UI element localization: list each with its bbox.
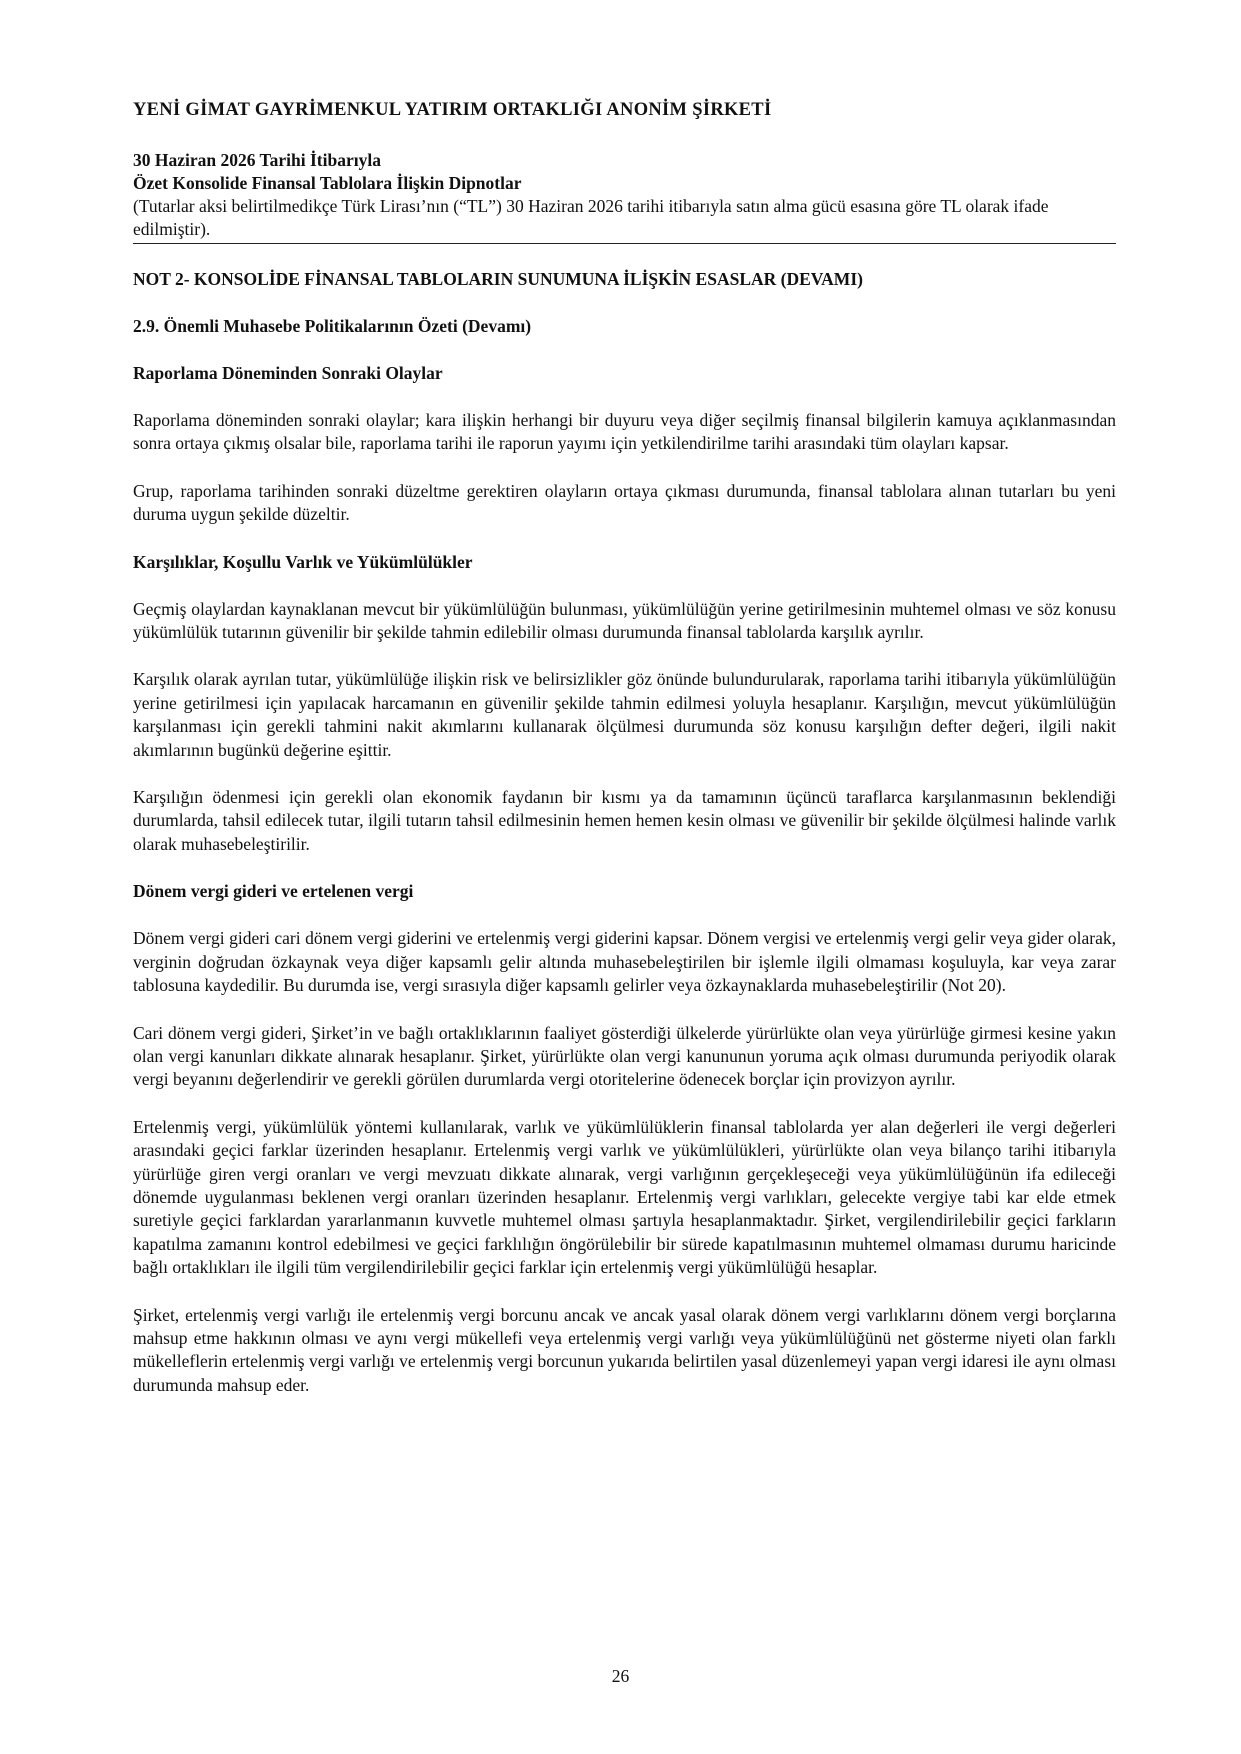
section-title: Dönem vergi gideri ve ertelenen vergi bbox=[133, 881, 414, 902]
section-tax bbox=[133, 880, 1116, 1397]
page-number: 26 bbox=[611, 1666, 630, 1686]
section-subsequent-events bbox=[133, 362, 1116, 527]
currency-note: (Tutarlar aksi belirtilmedikçe Türk Lirası’nın (“TL”) 30 Haziran 2026 tarihi itibarıyla satın alma gücü esasına göre TL olarak ifade edilmiştir). bbox=[133, 196, 1049, 239]
paragraph: Ertelenmiş vergi, yükümlülük yöntemi kullanılarak, varlık ve yükümlülüklerin finansal tablolarda yer alan değerleri ile vergi değerleri arasındaki geçici farklar üzerinden hesaplanır. Ertelenmiş vergi varlık ve yükümlülükleri, yürürlükte olan veya bilanço tarihi itibarıyla yürürlüğe giren vergi oranları ve vergi mevzuatı dikkate alınarak, vergi varlığının gerçekleşeceği veya yükümlülüğünün ifa edileceği dönemde uygulanması beklenen vergi oranları üzerinden hesaplanır. Ertelenmiş vergi varlıkları, gelecekte vergiye tabi kar elde etmek suretiyle geçici farklardan yararlanmanın kuvvetle muhtemel olması şartıyla hesaplanmaktadır. Şirket, vergilendirilebilir geçici farkların kapatılma zamanını kontrol edebilmesi ve geçici farklılığın öngörülebilir bir sürede kapatılmasının muhtemel olmaması durumu haricinde bağlı ortaklıkları ile ilgili tüm vergilendirilebilir geçici farklar için ertelenmiş vergi yükümlülüğü hesaplar. bbox=[133, 1116, 1116, 1278]
paragraph: Karşılığın ödenmesi için gerekli olan ekonomik faydanın bir kısmı ya da tamamının üçüncü taraflarca karşılanmasının beklendiği durumlarda, tahsil edilecek tutar, ilgili tutarın tahsil edilmesinin hemen hemen kesin olması ve güvenilir bir şekilde ölçülmesi halinde varlık olarak muhasebeleştirilir. bbox=[133, 787, 1116, 854]
section-title: Karşılıklar, Koşullu Varlık ve Yükümlülükler bbox=[133, 551, 473, 572]
section-provisions bbox=[133, 551, 1116, 857]
paragraph: Geçmiş olaylardan kaynaklanan mevcut bir yükümlülüğün bulunması, yükümlülüğün yerine getirilmesinin muhtemel olması ve söz konusu yükümlülük tutarının güvenilir bir şekilde tahmin edilebilir olması durumunda finansal tablolarda karşılık ayrılır. bbox=[133, 598, 1116, 643]
section-title: Raporlama Döneminden Sonraki Olaylar bbox=[133, 363, 443, 383]
document-header bbox=[133, 149, 1116, 244]
date-line: 30 Haziran 2026 Tarihi İtibarıyla bbox=[133, 150, 381, 170]
paragraph: Şirket, ertelenmiş vergi varlığı ile ertelenmiş vergi borcunu ancak ve ancak yasal olarak dönem vergi varlıklarını dönem vergi borçlarına mahsup etme hakkının olması ve aynı vergi mükellefi veya ertelenmiş vergi varlığı veya yükümlülüğünü net gösterme niyeti olan farklı mükelleflerin ertelenmiş vergi varlığı ve ertelenmiş vergi borcunun yukarıda belirtilen yasal düzenlemeyi yapan vergi idaresi ile aynı olması durumunda mahsup eder. bbox=[133, 1304, 1116, 1395]
paragraph: Dönem vergi gideri cari dönem vergi giderini ve ertelenmiş vergi giderini kapsar. Dönem vergisi ve ertelenmiş vergi gelir veya gider olarak, verginin doğrudan özkaynak veya diğer kapsamlı gelir altında muhasebeleştirilen bir işlemle ilgili olmaması koşuluyla, kar veya zarar tablosuna kaydedilir. Bu durumda ise, vergi sırasıyla diğer kapsamlı gelirler veya özkaynaklarda muhasebeleştirilir (Not 20). bbox=[133, 928, 1116, 996]
paragraph: Grup, raporlama tarihinden sonraki düzeltme gerektiren olayların ortaya çıkması durumunda, finansal tablolara alınan tutarları bu yeni duruma uygun şekilde düzeltir. bbox=[133, 480, 1116, 525]
document-subtitle: Özet Konsolide Finansal Tablolara İlişkin Dipnotlar bbox=[133, 173, 522, 193]
paragraph: Karşılık olarak ayrılan tutar, yükümlülüğe ilişkin risk ve belirsizlikler göz önünde bulundurularak, raporlama tarihi itibarıyla yükümlülüğün yerine getirilmesi için yapılacak harcamanın en güvenilir şekilde tahmin edilmesi yoluyla hesaplanır. Karşılığın, mevcut yükümlülüğün karşılanması için gerekli tahmini nakit akımlarını kullanarak ölçülmesi durumunda söz konusu karşılığın defter değeri, ilgili nakit akımlarının bugünkü değerine eşittir. bbox=[133, 669, 1116, 760]
subsection-title: 2.9. Önemli Muhasebe Politikalarının Özeti (Devamı) bbox=[133, 316, 532, 336]
company-name: YENİ GİMAT GAYRİMENKUL YATIRIM ORTAKLIĞI ANONİM ŞİRKETİ bbox=[133, 100, 772, 120]
document-page bbox=[133, 98, 1116, 1397]
paragraph: Raporlama döneminden sonraki olaylar; kara ilişkin herhangi bir duyuru veya diğer seçilmiş finansal bilgilerin kamuya açıklanmasından sonra ortaya çıkmış olsalar bile, raporlama tarihi ile raporun yayımı için yetkilendirilme tarihi arasındaki tüm olayları kapsar. bbox=[133, 410, 1116, 454]
note-title: NOT 2- KONSOLİDE FİNANSAL TABLOLARIN SUNUMUNA İLİŞKİN ESASLAR (DEVAMI) bbox=[133, 269, 863, 289]
paragraph: Cari dönem vergi gideri, Şirket’in ve bağlı ortaklıklarının faaliyet gösterdiği ülkelerde yürürlükte olan veya yürürlüğe girmesi kesine yakın olan vergi kanunları dikkate alınarak hesaplanır. Şirket, yürürlükte olan vergi kanununun yoruma açık olması durumunda periyodik olarak vergi beyanını değerlendirir ve gerekli görülen durumlarda vergi otoritelerine ödenecek borçlar için provizyon ayrılır. bbox=[133, 1022, 1116, 1090]
